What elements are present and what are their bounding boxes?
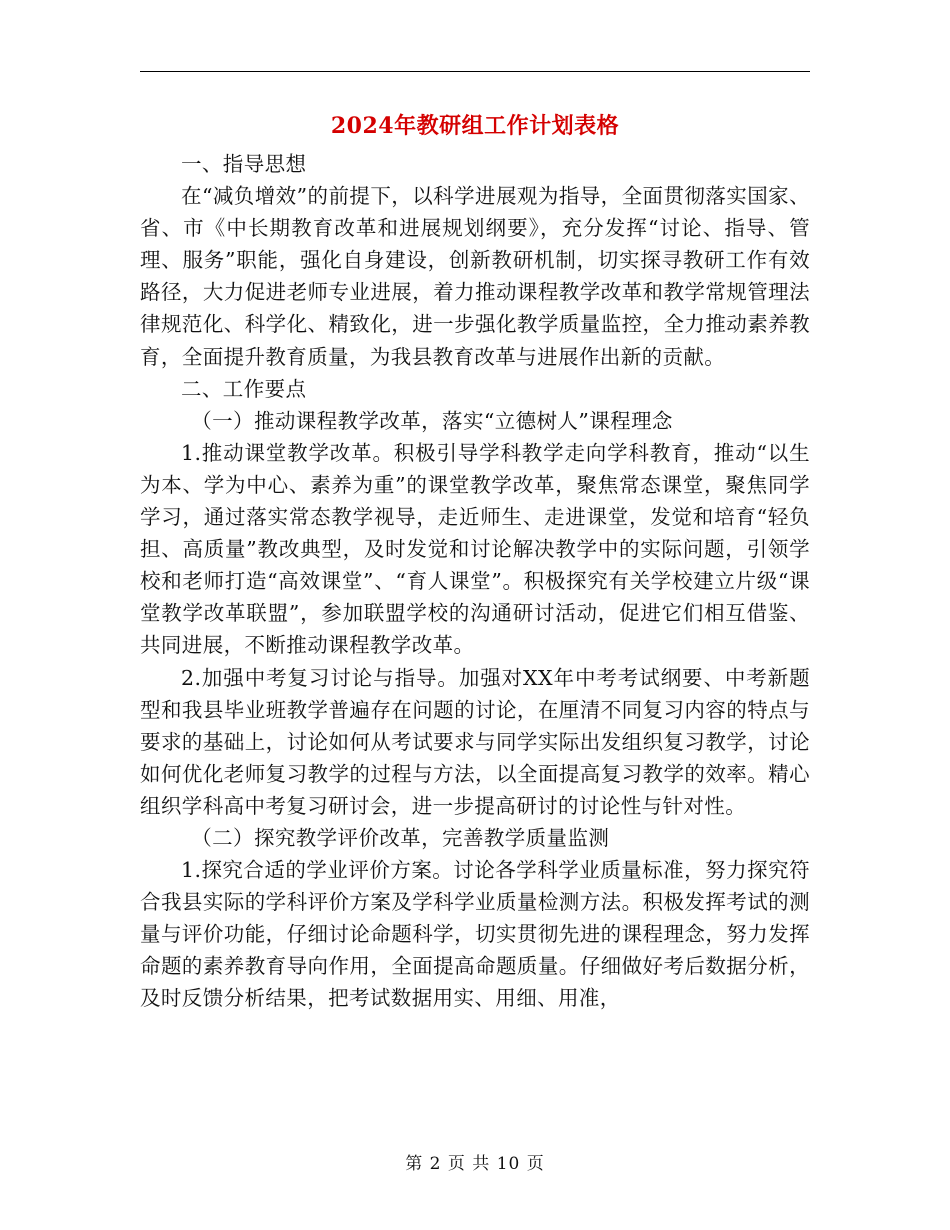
subheading-evaluation-reform: （二）探究教学评价改革，完善教学质量监测	[191, 825, 610, 850]
page-footer	[0, 1152, 950, 1176]
footer-total-word: 共	[472, 1154, 491, 1174]
footer-suffix: 页	[526, 1154, 545, 1174]
footer-total-pages: 10	[496, 1154, 521, 1174]
section-heading-work-points: 二、工作要点	[181, 376, 307, 401]
footer-prefix: 第	[405, 1154, 424, 1174]
section-heading-guiding-ideology: 一、指导思想	[181, 152, 307, 176]
header-rule	[140, 71, 810, 72]
footer-current-page: 2	[429, 1154, 442, 1174]
footer-page-word: 页	[447, 1154, 466, 1174]
document-body	[140, 148, 810, 1015]
paragraph-exam-review: 2.加强中考复习讨论与指导。加强对XX年中考考试纲要、中考新题型和我县毕业班教学普遍存在问题的讨论，在厘清不同复习内容的特点与要求的基础上，讨论如何从考试要求与同学实际出发组织复习教学，讨论如何优化老师复习教学的过程与方法，以全面提高复习教学的效率。精心组织学科高中考复习研讨会，进一步提高研讨的讨论性与针对性。	[140, 665, 810, 818]
paragraph-guiding-ideology: 在“减负增效”的前提下，以科学进展观为指导，全面贯彻落实国家、省、市《中长期教育改革和进展规划纲要》，充分发挥“讨论、指导、管理、服务”职能，强化自身建设，创新教研机制，切实探寻教研工作有效路径，大力促进老师专业进展，着力推动课程教学改革和教学常规管理法律规范化、科学化、精致化，进一步强化教学质量监控，全力推动素养教育，全面提升教育质量，为我县教育改革与进展作出新的贡献。	[140, 184, 810, 369]
paragraph-classroom-reform: 1.推动课堂教学改革。积极引导学科教学走向学科教育，推动“以生为本、学为中心、素养为重”的课堂教学改革，聚焦常态课堂，聚焦同学学习，通过落实常态教学视导，走近师生、走进课堂，发觉和培育“轻负担、高质量”教改典型，及时发觉和讨论解决教学中的实际问题，引领学校和老师打造“高效课堂”、“育人课堂”。积极探究有关学校建立片级“课堂教学改革联盟”，参加联盟学校的沟通研讨活动，促进它们相互借鉴、共同进展，不断推动课程教学改革。	[140, 440, 810, 658]
document-title: 2024年教研组工作计划表格	[330, 113, 620, 139]
paragraph-assessment-plan: 1.探究合适的学业评价方案。讨论各学科学业质量标准，努力探究符合我县实际的学科评价方案及学科学业质量检测方法。积极发挥考试的测量与评价功能，仔细讨论命题科学，切实贯彻先进的课程理念，努力发挥命题的素养教育导向作用，全面提高命题质量。仔细做好考后数据分析，及时反馈分析结果，把考试数据用实、用细、用准，	[140, 858, 810, 1011]
subheading-curriculum-reform: （一）推动课程教学改革，落实“立德树人”课程理念	[191, 408, 673, 433]
